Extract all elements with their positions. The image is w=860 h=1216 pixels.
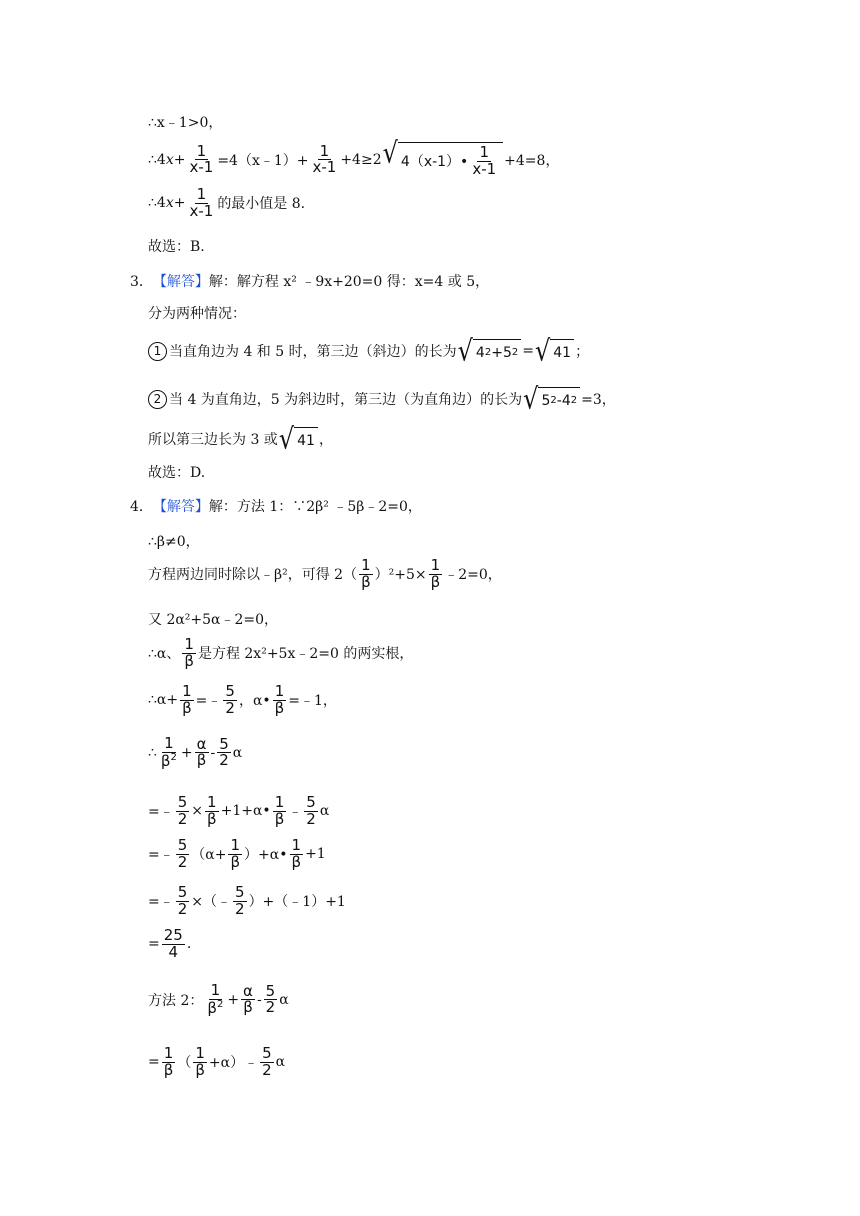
fraction: $\frac{1}{\beta}$ [291,836,302,871]
text: =﹣ [148,894,174,911]
line-3 [148,187,305,220]
circled-1: 1 [148,342,167,361]
text: =﹣ [195,693,222,710]
text: α [319,803,330,820]
text: 所以第三边长为 3 或 [148,432,278,448]
fraction: $\frac{1}{x-1}$ [189,185,214,220]
text: （ [177,1055,192,1072]
fraction: $\frac{1}{\beta}$ [163,1044,174,1079]
text: ， [318,432,333,448]
q4-line-5 [148,637,413,670]
q4-line-11 [148,928,191,961]
fraction: $\frac{1}{\beta^2}$ [160,734,177,770]
fraction: $\frac{1}{\beta}$ [274,682,285,717]
q4-header [130,496,422,516]
q3-result [148,422,333,456]
text: +1 [305,846,326,863]
text: ； [575,344,590,360]
circled-2: 2 [148,390,167,409]
q3-case-1 [148,334,590,368]
text: ﹣2=0， [444,567,502,584]
fraction: $\frac{\alpha}{\beta}$ [196,734,207,770]
q4-line-4 [148,609,278,629]
text: + [227,991,240,1008]
fraction: $\frac{1}{\beta}$ [430,556,441,591]
line-1 [148,112,222,132]
line-4 [148,236,205,256]
q4-line-7 [148,736,242,770]
text: α [232,744,243,761]
text: - [256,991,262,1008]
text: +4=8， [504,152,560,169]
fraction: $\frac{1}{\beta}$ [274,793,285,828]
text: ∴x﹣1>0， [148,115,223,131]
q3-select [148,462,205,482]
text: α [275,1054,286,1071]
text: =﹣ [148,804,174,821]
sqrt: √ 5 2 -4 2 [523,387,580,411]
fraction: $\frac{1}{x-1}$ [189,141,214,177]
fraction: $\frac{5}{2}$ [262,1044,272,1079]
q4-line-2 [148,531,200,551]
fraction: $\frac{5}{2}$ [177,793,188,828]
text: ）+α• [244,847,288,864]
fraction: $\frac{1}{\beta}$ [184,635,194,670]
text: ）²+5× [374,567,427,584]
fraction: $\frac{1}{x-1}$ [312,141,337,177]
text: 是方程 2x²+5x﹣2=0 的两实根， [197,646,414,663]
text: - [210,744,216,761]
q4-line-8 [148,795,329,828]
line-2 [148,136,560,178]
q4-line-9 [148,838,326,871]
q3-line-2 [148,303,246,323]
fraction: $\frac{1}{\beta}$ [207,793,217,828]
text: +α）﹣ [208,1055,259,1072]
fraction: $\frac{5}{2}$ [177,883,188,918]
fraction: $\frac{1}{\beta}$ [195,1044,205,1079]
fraction: $\frac{5}{2}$ [265,981,276,1017]
text: =3， [581,392,616,408]
text: =﹣ [148,847,174,864]
answer-tag: 【解答】 [152,499,209,515]
method-2 [148,983,289,1017]
text: ×（﹣ [191,894,232,911]
answer-tag: 【解答】 [152,274,209,290]
fraction: $\frac{25}{4}$ [163,926,183,961]
text: ）+（﹣1）+1 [248,894,346,911]
text: α [279,991,289,1008]
sqrt: √ 4 2 +5 2 [458,339,522,363]
text: 解：解方程 x² ﹣9x+20=0 得：x=4 或 5， [208,274,490,290]
fraction: $\frac{\alpha}{\beta}$ [243,981,253,1017]
sqrt: √ 41 [279,427,318,451]
fraction: $\frac{5}{2}$ [225,682,235,717]
text: ∴β≠0， [148,534,200,550]
q4-line-6 [148,684,337,717]
text: . [186,936,192,953]
q4-line-3 [148,558,502,591]
text: 又 2α²+5α﹣2=0， [148,612,279,628]
fraction: $\frac{5}{2}$ [235,883,245,918]
fraction: $\frac{1}{\beta}$ [230,836,241,871]
text: 方程两边同时除以﹣β²，可得 2（ [148,567,358,584]
text: 的最小值是 8. [217,196,306,213]
text: = [148,936,160,953]
text: ∴α、 [148,646,181,663]
fraction: $\frac{5}{2}$ [306,793,316,828]
text: +4≥2 [340,151,382,168]
fraction: $\frac{5}{2}$ [177,836,188,871]
text: 故选：B. [148,239,205,255]
fraction: $\frac{5}{2}$ [219,734,229,770]
text: +1+α• [220,803,271,820]
text: ∴4x+ [148,151,186,168]
method-2-line-2 [148,1046,285,1079]
q3-case-2 [148,382,616,416]
text: × [191,803,204,820]
text: ﹣ [288,804,303,821]
text: ，α• [238,693,271,710]
sqrt: √ 4（x-1）• $\frac{1}{x-1}$ [383,142,504,178]
fraction: $\frac{1}{\beta}$ [182,682,192,717]
question-number: 4． [130,499,153,515]
text: 分为两种情况： [148,306,246,322]
text: = [522,343,534,359]
fraction: $\frac{1}{\beta^2}$ [207,981,224,1017]
text: ∴ [148,744,157,761]
sqrt: √ 41 [535,339,574,363]
text: （α+ [191,847,227,864]
question-number: 3． [130,274,153,290]
q3-header [130,271,489,291]
fraction: $\frac{1}{\beta}$ [361,556,371,591]
text: = [148,1054,160,1071]
text: 方法 2： [148,992,204,1009]
text: 故选：D. [148,465,206,481]
text: ∴4x+ [148,195,186,212]
text: ∴α+ [148,692,179,709]
text: 当直角边为 4 和 5 时，第三边（斜边）的长为 [169,344,457,360]
text: =﹣1， [288,693,337,710]
text: 当 4 为直角边，5 为斜边时，第三边（为直角边）的长为 [169,392,523,408]
q4-line-10 [148,885,346,918]
text: =4（x﹣1）+ [217,152,309,169]
text: 解：方法 1：∵2β² ﹣5β﹣2=0， [208,499,422,515]
text: + [180,744,193,761]
